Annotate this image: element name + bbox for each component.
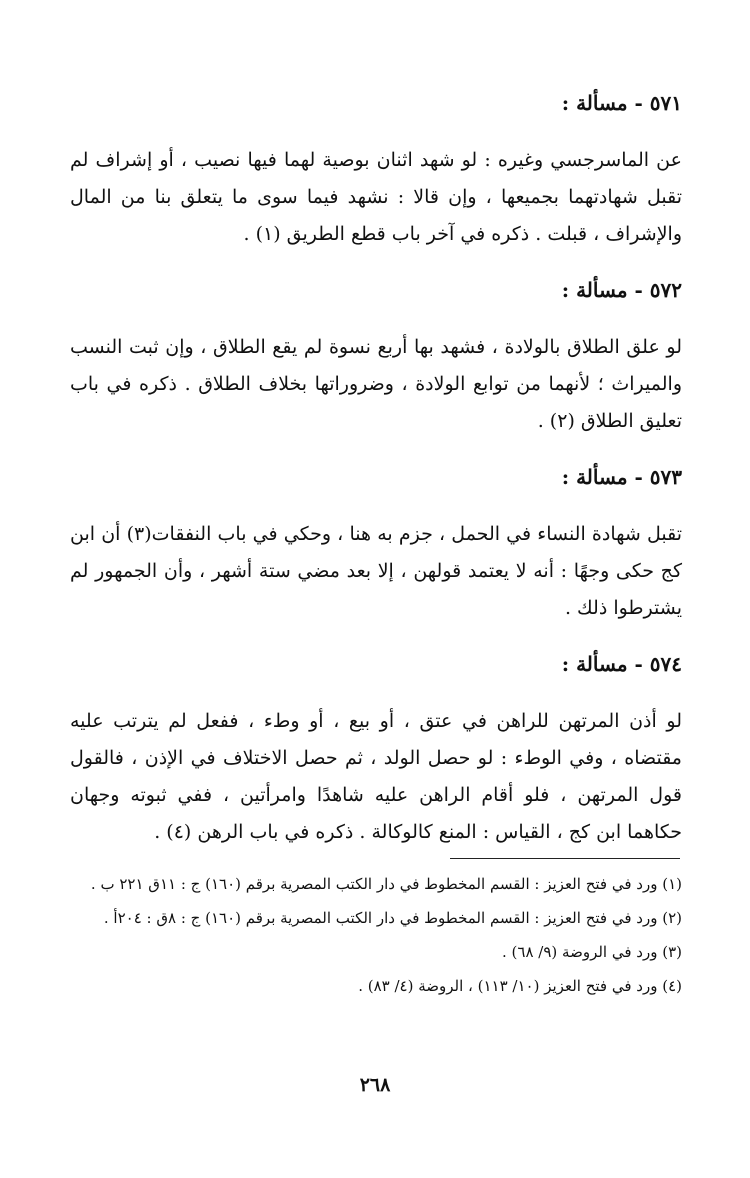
section-paragraph: تقبل شهادة النساء في الحمل ، جزم به هنا ، وحكي في باب النفقات(٣) أن ابن كج حكى وجهًا : أنه لا يعتمد قولهن ، إلا بعد مضي ستة أشهر ، وأن الجمهور لم يشترطوا ذلك . xyxy=(70,523,682,619)
section-heading: ٥٧١ - مسألة : xyxy=(561,91,682,115)
section-paragraph: عن الماسرجسي وغيره : لو شهد اثنان بوصية لهما فيها نصيب ، أو إشراف لم تقبل شهادتهما بجميعها ، وإن قالا : نشهد فيما سوى ما يتعلق بنا من المال والإشراف ، قبلت . ذكره في آخر باب قطع الطريق (١) . xyxy=(70,149,682,245)
main-text xyxy=(70,88,682,873)
section-heading: ٥٧٤ - مسألة : xyxy=(561,652,682,676)
footnote: (٣) ورد في الروضة (٩/ ٦٨) . xyxy=(502,943,682,961)
section-paragraph: لو علق الطلاق بالولادة ، فشهد بها أربع نسوة لم يقع الطلاق ، وإن ثبت النسب والميراث ؛ لأنهما من توابع الولادة ، وضروراتها بخلاف الطلاق . ذكره في باب تعليق الطلاق (٢) . xyxy=(70,336,682,432)
footnotes xyxy=(70,870,682,1006)
footnote: (٢) ورد في فتح العزيز : القسم المخطوط في دار الكتب المصرية برقم (١٦٠) ج : ٨ق : ٢٠٤أ . xyxy=(103,909,682,927)
section-heading: ٥٧٢ - مسألة : xyxy=(561,278,682,302)
page-number: ٢٦٨ xyxy=(359,1074,391,1096)
footnote: (٤) ورد في فتح العزيز (١٠/ ١١٣) ، الروضة (٤/ ٨٣) . xyxy=(358,977,682,995)
section-574 xyxy=(70,649,682,851)
footnote-separator xyxy=(450,858,680,859)
section-paragraph: لو أذن المرتهن للراهن في عتق ، أو بيع ، أو وطء ، ففعل لم يترتب عليه مقتضاه ، وفي الوطء : لو حصل الولد ، ثم حصل الاختلاف في الإذن ، فالقول قول المرتهن ، فلو أقام الراهن عليه شاهدًا وامرأتين ، ففي ثبوته وجهان حكاهما ابن كج ، القياس : المنع كالوكالة . ذكره في باب الرهن (٤) . xyxy=(70,710,682,843)
footnote: (١) ورد في فتح العزيز : القسم المخطوط في دار الكتب المصرية برقم (١٦٠) ج : ١١ق ٢٢١ ب . xyxy=(90,875,682,893)
section-heading: ٥٧٣ - مسألة : xyxy=(561,465,682,489)
section-572 xyxy=(70,275,682,440)
section-571 xyxy=(70,88,682,253)
section-573 xyxy=(70,462,682,627)
